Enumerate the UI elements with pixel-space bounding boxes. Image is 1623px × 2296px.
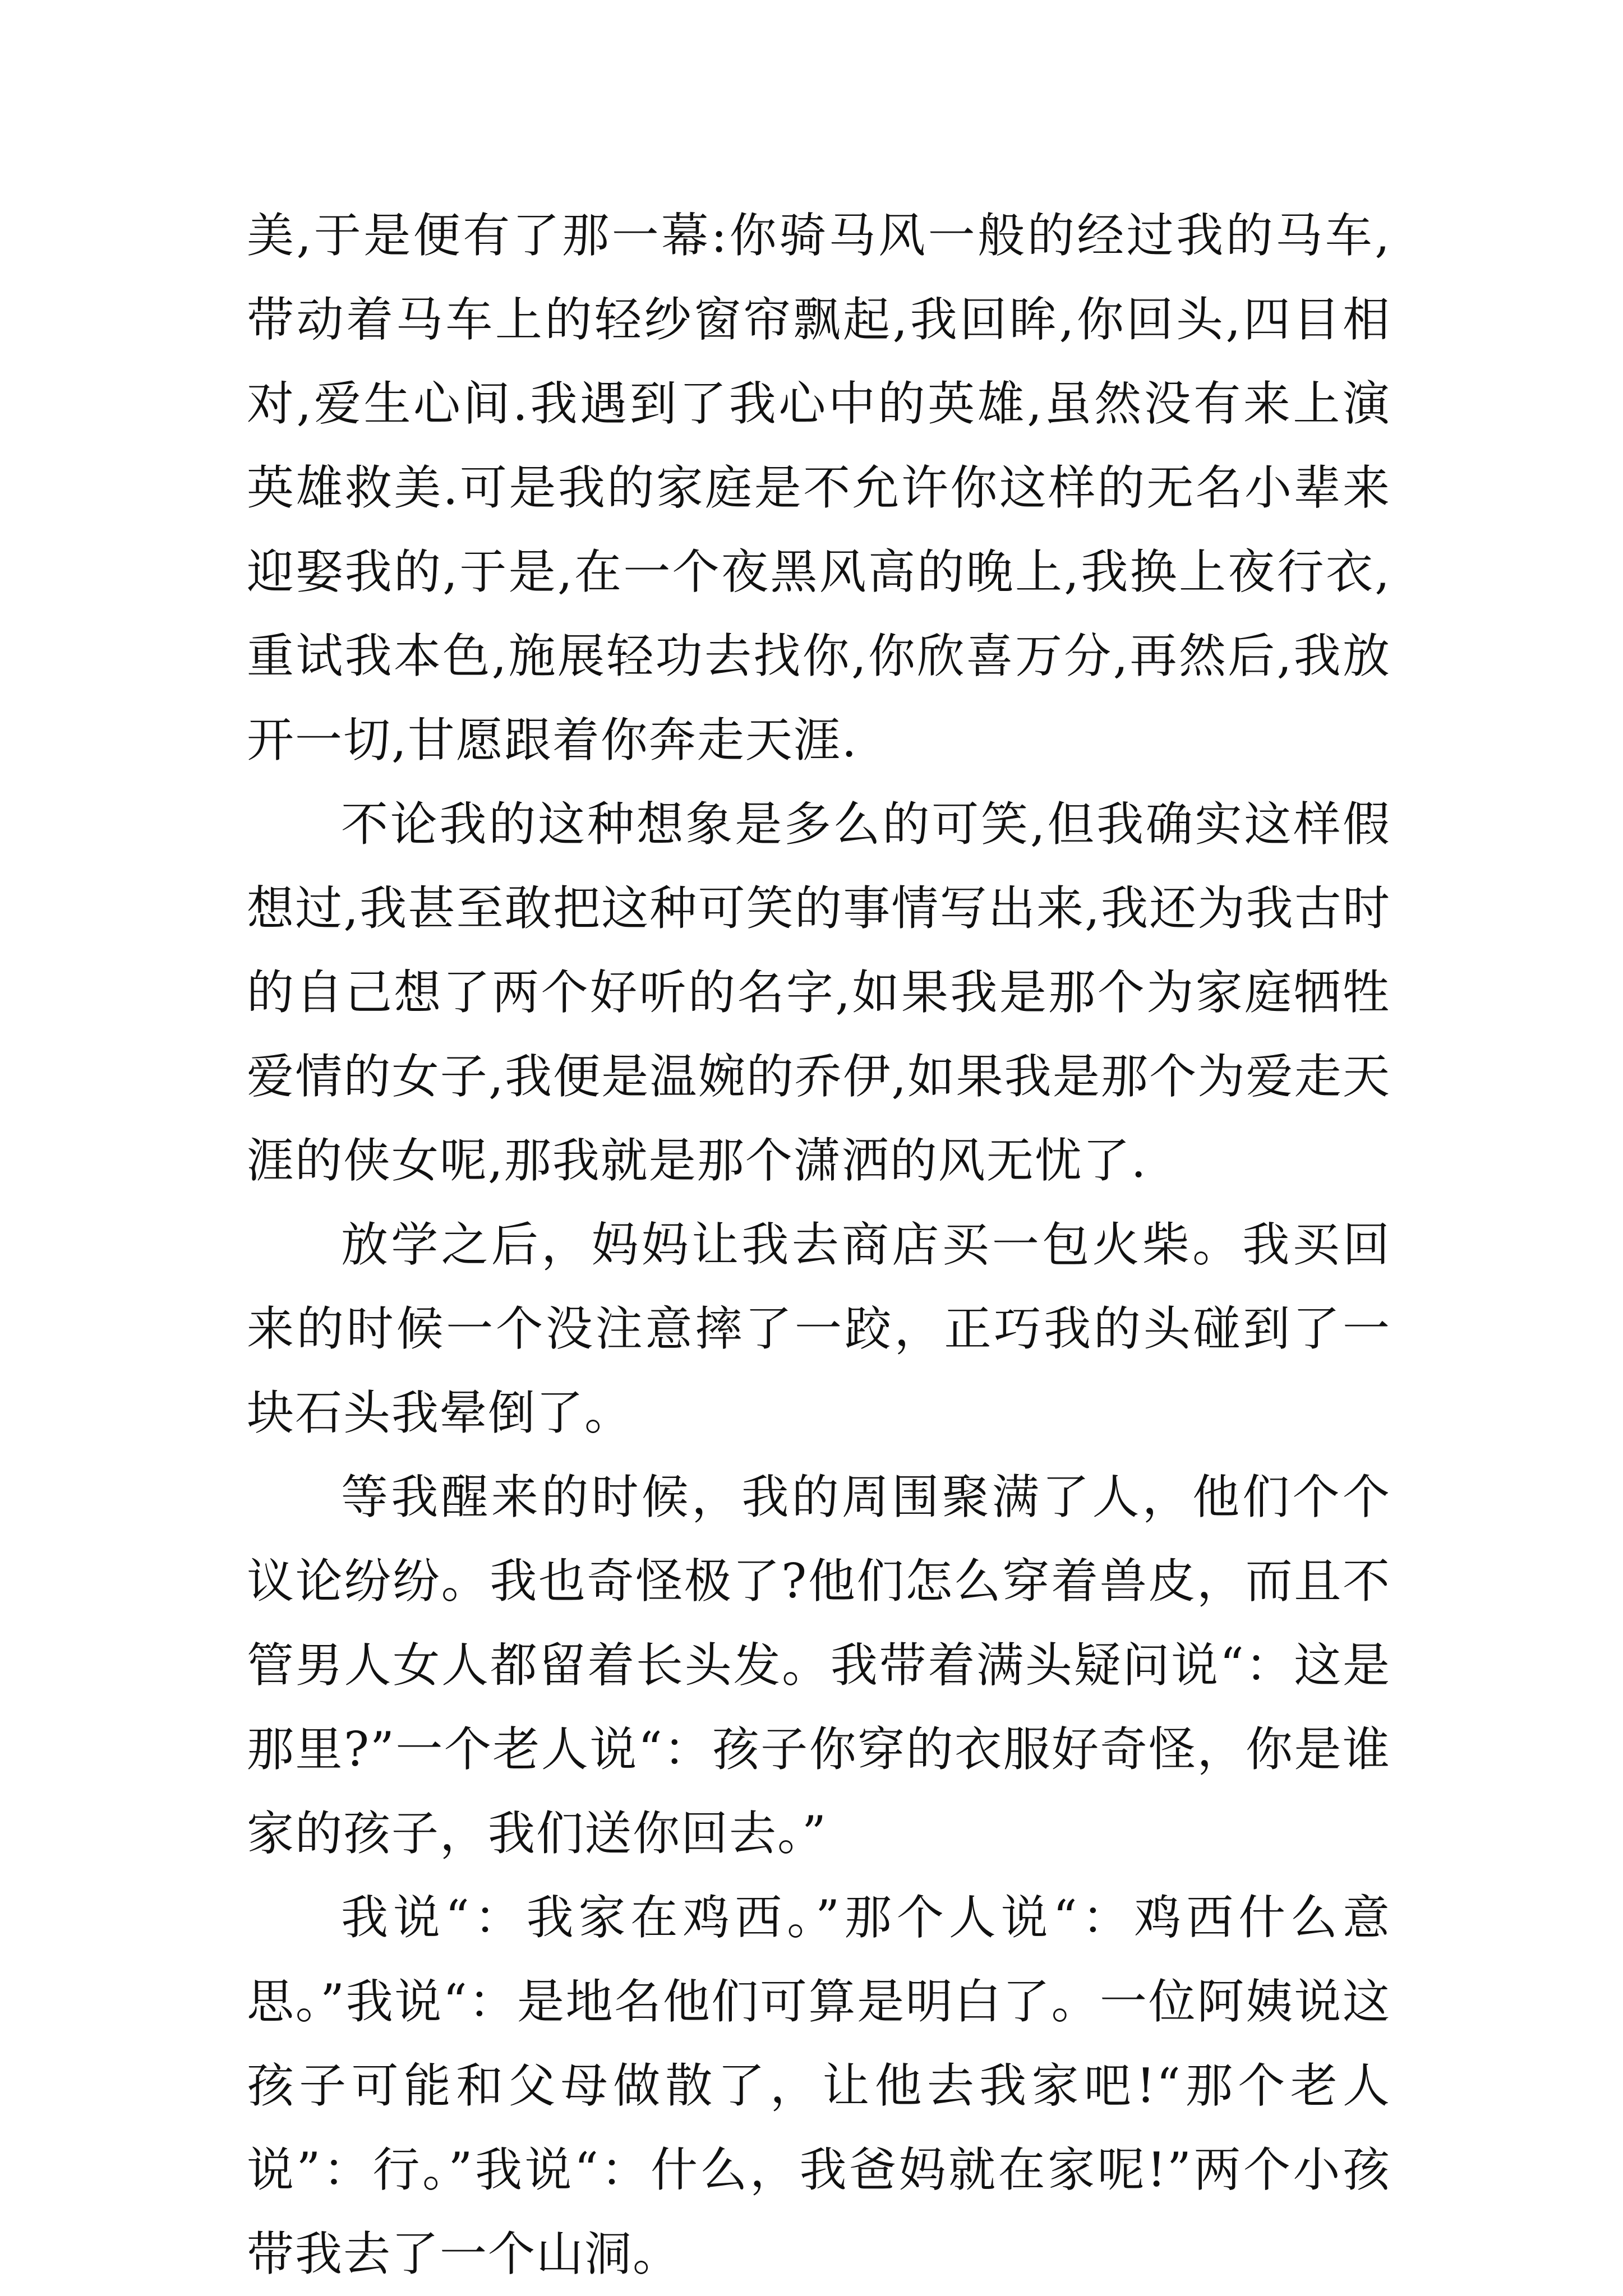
paragraph: 等我醒来的时候，我的周围聚满了人，他们个个议论纷纷。我也奇怪极了?他们怎么穿着兽皮，而且不管男人女人都留着长头发。我带着满头疑问说“：这是那里?”一个老人说“：孩子你穿的衣服好奇怪，你是谁家的孩子，我们送你回去。” bbox=[247, 1470, 1391, 1861]
paragraph: 放学之后，妈妈让我去商店买一包火柴。我买回来的时候一个没注意摔了一跤，正巧我的头碰到了一块石头我晕倒了。 bbox=[247, 1217, 1391, 1440]
document-body bbox=[247, 193, 1391, 2296]
paragraph: 不论我的这种想象是多么的可笑,但我确实这样假想过,我甚至敢把这种可笑的事情写出来,我还为我古时的自己想了两个好听的名字,如果我是那个为家庭牺牲爱情的女子,我便是温婉的乔伊,如果我是那个为爱走天涯的侠女呢,那我就是那个潇洒的风无忧了. bbox=[247, 797, 1391, 1188]
paragraph: 我说“：我家在鸡西。”那个人说“：鸡西什么意思。”我说“：是地名他们可算是明白了。一位阿姨说这孩子可能和父母做散了，让他去我家吧!“那个老人说”：行。”我说“：什么，我爸妈就在家呢!”两个小孩带我去了一个山洞。 bbox=[247, 1890, 1391, 2281]
paragraph: 美,于是便有了那一幕:你骑马风一般的经过我的马车,带动着马车上的轻纱窗帘飘起,我回眸,你回头,四目相对,爱生心间.我遇到了我心中的英雄,虽然没有来上演英雄救美.可是我的家庭是不允许你这样的无名小辈来迎娶我的,于是,在一个夜黑风高的晚上,我换上夜行衣,重试我本色,施展轻功去找你,你欣喜万分,再然后,我放开一切,甘愿跟着你奔走天涯. bbox=[247, 208, 1391, 768]
